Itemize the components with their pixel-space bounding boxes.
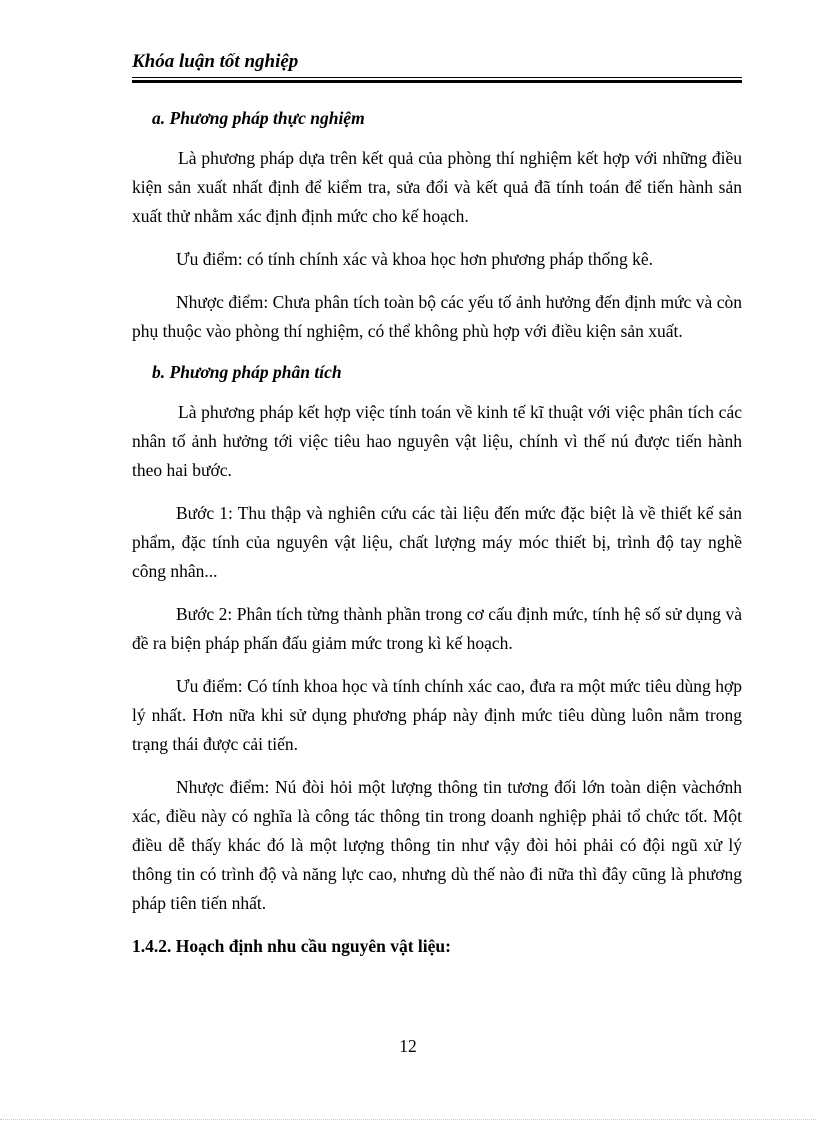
page-content [132,92,742,960]
paragraph: Nhược điểm: Nú đòi hỏi một lượng thông tin tương đối lớn toàn diện vàchớnh xác, điều này có nghĩa là công tác thông tin trong doanh nghiệp phải tổ chức tốt. Một điều dễ thấy khác đó là một lượng thông tin như vậy đòi hỏi phải có đội ngũ xử lý thông tin có trình độ và năng lực cao, nhưng dù thế nào đi nữa thì đây cũng là phương pháp tiên tiến nhất. [132,777,742,913]
header-rule-thick [132,80,742,83]
header-rule-thin [132,77,742,78]
section-heading-experimental: a. Phương pháp thực nghiệm [152,108,365,128]
subsection-heading: 1.4.2. Hoạch định nhu cầu nguyên vật liệu: [132,936,451,956]
header-title: Khóa luận tốt nghiệp [132,51,299,72]
paragraph: Bước 2: Phân tích từng thành phần trong cơ cấu định mức, tính hệ số sử dụng và đề ra biện pháp phấn đấu giảm mức trong kì kế hoạch. [132,604,742,653]
paragraph: Là phương pháp dựa trên kết quả của phòng thí nghiệm kết hợp với những điều kiện sản xuất nhất định để kiểm tra, sửa đổi và kết quả đã tính toán để tiến hành sản xuất thử nhằm xác định định mức cho kế hoạch. [132,148,742,226]
paragraph: Ưu điểm: có tính chính xác và khoa học hơn phương pháp thống kê. [176,249,654,269]
paragraph: Ưu điểm: Có tính khoa học và tính chính xác cao, đưa ra một mức tiêu dùng hợp lý nhất. Hơn nữa khi sử dụng phương pháp này định mức tiêu dùng luôn nằm trong trạng thái được cải tiến. [132,676,742,754]
page-number: 12 [399,1036,417,1056]
section-heading-analytical: b. Phương pháp phân tích [152,362,342,382]
page-bottom-border [0,1119,816,1120]
paragraph: Bước 1: Thu thập và nghiên cứu các tài liệu đến mức đặc biệt là về thiết kế sản phẩm, đặc tính của nguyên vật liệu, chất lượng máy móc thiết bị, trình độ tay nghề công nhân... [132,503,742,581]
paragraph: Là phương pháp kết hợp việc tính toán về kinh tế kĩ thuật với việc phân tích các nhân tố ảnh hưởng tới việc tiêu hao nguyên vật liệu, chính vì thế nú được tiến hành theo hai bước. [132,402,742,480]
paragraph: Nhược điểm: Chưa phân tích toàn bộ các yếu tố ảnh hưởng đến định mức và còn phụ thuộc vào phòng thí nghiệm, có thể không phù hợp với điều kiện sản xuất. [132,292,742,341]
